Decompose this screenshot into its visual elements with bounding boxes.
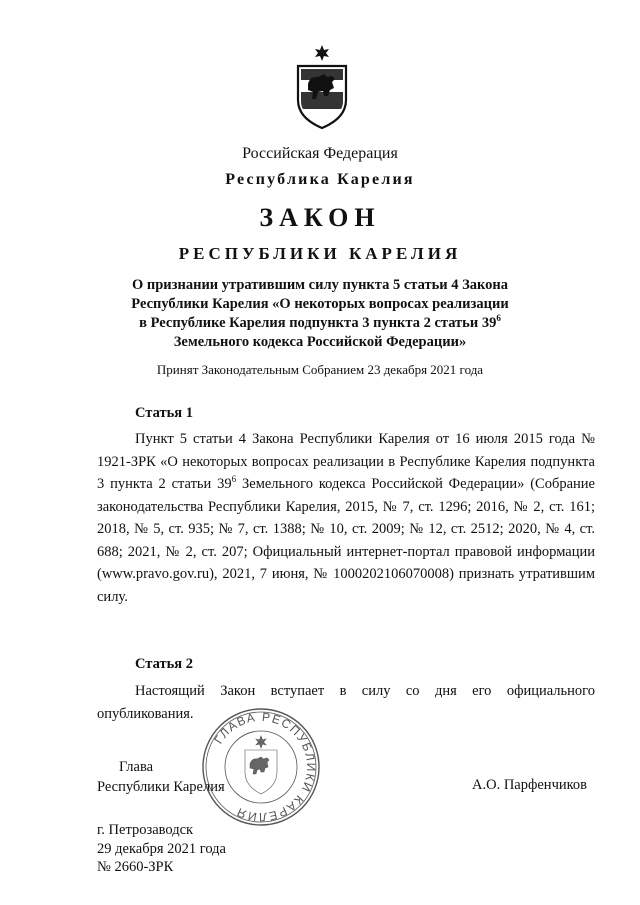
svg-text:ГЛАВА РЕСПУБЛИКИ КАРЕЛИЯ: ГЛАВА РЕСПУБЛИКИ КАРЕЛИЯ <box>211 709 319 825</box>
title-line: в Республике Карелия подпункта 3 пункта 2 статьи $39^6$ <box>139 313 501 331</box>
signatory-title-line: Республики Карелия <box>97 779 225 795</box>
law-number: № 2660-ЗРК <box>97 859 174 875</box>
article-1-text: Пункт 5 статьи 4 Закона Республики Карелия от 16 июля 2015 года № 1921-ЗРК «О некоторых вопросах реализации в Республике Карелия подпункта 3 пункта 2 статьи $39^6$ Земельного кодекса Российской Федерации» (Собрание законодательства Республики Карелия, 2015, № 7, ст. 1296; 2016, № 2, ст. 161; 2018, № 5, ст. 935; № 7, ст. 1388; № 10, ст. 2009; № 12, ст. 2512; 2020, № 4, ст. 688; 2021, № 2, ст. 207; Официальный интернет-портал правовой информации (www.pravo.gov.ru), 2021, 7 июня, № 1000202106070008) признать утратившим силу. <box>97 431 595 605</box>
republic-name: Республика Карелия <box>225 171 415 188</box>
article-2-text: Настоящий Закон вступает в силу со дня его официального опубликования. <box>97 683 595 722</box>
title-line: Земельного кодекса Российской Федерации» <box>173 334 467 350</box>
signatory-title-line: Глава <box>119 759 154 775</box>
document-issuer: РЕСПУБЛИКИ КАРЕЛИЯ <box>178 244 462 263</box>
title-line: О признании утратившим силу пункта 5 статьи 4 Закона <box>131 277 509 293</box>
official-seal-stamp <box>200 706 322 828</box>
signing-city: г. Петрозаводск <box>97 822 194 838</box>
karelia-coat-of-arms-icon <box>294 44 350 130</box>
document-type: ЗАКОН <box>259 203 381 232</box>
adoption-note: Принят Законодательным Собранием 23 декабря 2021 года <box>156 362 484 377</box>
signatory-name: А.О. Парфенчиков <box>472 777 588 793</box>
document-footer <box>97 821 226 877</box>
article-1-heading: Статья 1 <box>135 405 193 421</box>
article-2-heading: Статья 2 <box>135 656 193 672</box>
law-title <box>120 276 520 352</box>
title-line: Республики Карелия «О некоторых вопросах реализации <box>131 296 509 312</box>
country-name: Российская Федерация <box>242 145 398 162</box>
signing-date: 29 декабря 2021 года <box>97 840 226 857</box>
